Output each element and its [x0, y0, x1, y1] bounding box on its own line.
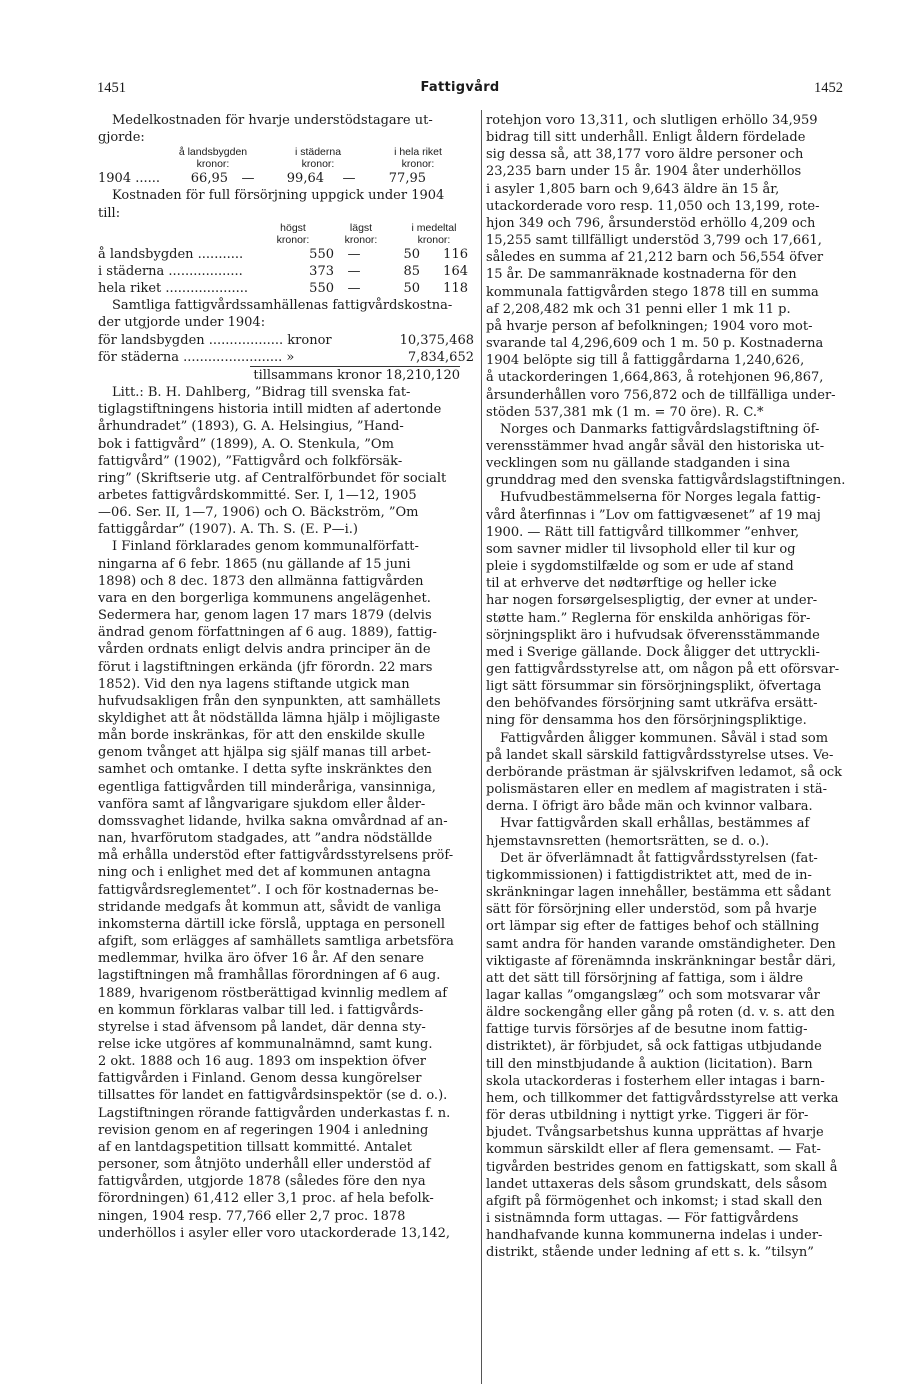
text-line: af 2,208,482 mk och 31 penni eller 1 mk 11 p.: [486, 301, 791, 317]
avg-all: 77,95: [388, 171, 426, 187]
text-line: bok i fattigvård” (1899), A. O. Stenkula, ”Om: [98, 436, 394, 452]
text-line: Hufvudbestämmelserna för Norges legala fattig-: [500, 490, 821, 506]
text-line: Lagstiftningen rörande fattigvården underkastas f. n.: [98, 1105, 451, 1121]
text-line: bjudet. Tvångsarbetshus kunna upprättas af hvarje: [486, 1125, 824, 1141]
cost-high: 550: [309, 281, 334, 297]
text-line: århundradet” (1893), G. A. Helsingius, ”Hand-: [98, 419, 404, 435]
text-line: ort lämpar sig efter de fattiges behof och ställning: [486, 919, 820, 935]
text-line: fattigvårdsreglementet”. I och för kostnadernas be-: [98, 882, 439, 898]
right-column: [486, 112, 856, 1261]
cost-dash: —: [347, 246, 361, 262]
text-line: har nogen forsørgelsespligtig, der evner at under-: [486, 593, 818, 609]
text-line: skyldighet att åt nödställda lämna hjälp i möjligaste: [98, 711, 441, 726]
sum-row: [98, 349, 474, 366]
text-line: inkomsterna därtill icke förslå, upptaga en personell: [98, 916, 446, 932]
text-line: fattigvård” (1902), ”Fattigvård och folkförsäk-: [98, 453, 403, 469]
text-line: Samtliga fattigvårdssamhällenas fattigvårdskostna-: [112, 298, 453, 314]
text-line: ligt sätt försummar sin försörjningsplikt, öfvertaga: [486, 679, 822, 695]
text-line: gjorde:: [98, 130, 145, 146]
text-line: ring” (Skriftserie utg. af Centralförbundet för socialt: [98, 470, 447, 486]
text-line: hjon 349 och 796, årsunderstöd erhöllo 4,209 och: [486, 215, 816, 231]
text-line: Kostnaden för full försörjning uppgick under 1904: [112, 188, 445, 204]
text-line: I Finland förklarades genom kommunalförfatt-: [112, 539, 419, 555]
text-line: svarande tal 4,296,609 och 1 m. 50 p. Kostnaderna: [486, 336, 824, 352]
text-line: polismästaren eller en medlem af magistraten i stä-: [486, 782, 828, 798]
text-line: af en lantdagspetition tillsatt kommitté. Antalet: [98, 1139, 413, 1155]
text-line: handhafvande kunna kommunerna indelas i under-: [486, 1228, 823, 1244]
avg-col-header: i hela riket: [394, 146, 442, 159]
text-line: afgift, som erlägges af samhällets samtliga arbetsföra: [98, 934, 454, 950]
cost-table-row: [98, 263, 474, 280]
text-line: ning och i enlighet med det af kommunen antagna: [98, 865, 431, 881]
text-line: derbörande prästman är självskrifven ledamot, så ock: [486, 764, 843, 780]
avg-city: 99,64: [286, 171, 324, 187]
text-line: med i Sverige gällande. Dock åligger det uttryckli-: [486, 644, 820, 660]
cost-col-header: högst: [280, 221, 306, 234]
text-line: tiglagstiftningens historia intill midten af adertonde: [98, 402, 442, 418]
text-line: Norges och Danmarks fattigvårdslagstiftning öf-: [500, 421, 820, 437]
cost-high: 550: [309, 246, 334, 262]
text-line: fattigvården, utgjorde 1878 (således före den nya: [98, 1174, 426, 1190]
cost-col-unit: [98, 234, 260, 246]
text-line: vården ordnats enligt delvis andra principer än de: [98, 642, 431, 658]
left-column: [98, 112, 474, 1242]
text-line: 2 okt. 1888 och 16 aug. 1893 om inspektion öfver: [98, 1054, 427, 1070]
cost-high: 373: [309, 263, 334, 279]
text-line: äldre sockengång eller gång på roten (d. v. s. att den: [486, 1005, 835, 1021]
text-line: skola utackorderas i fosterhem eller intagas i barn-: [486, 1073, 825, 1089]
text-line: således en summa af 21,212 barn och 56,554 öfver: [486, 250, 824, 266]
text-line: ändrad genom författningen af 6 aug. 1889), fattig-: [98, 625, 437, 641]
text-line: 1852). Vid den nya lagens stiftande utgick man: [98, 676, 410, 692]
text-line: vecklingen som nu gällande stadganden i sina: [486, 456, 791, 472]
text-line: vara en den borgerliga kommunens angelägenhet.: [98, 590, 431, 606]
cost-table-row: [98, 280, 474, 297]
text-line: hufvudsakligen från den synpunkten, att samhällets: [98, 693, 441, 709]
avg-col-unit: kronor:: [401, 158, 435, 171]
text-line: derna. I öfrigt äro både män och kvinnor valbara.: [486, 799, 813, 815]
text-line: fattigvården i Finland. Genom dessa kungörelser: [98, 1071, 422, 1087]
text-line: ning för densamma hos den försörjningspliktige.: [486, 713, 807, 729]
cost-col-header: lägst: [349, 221, 373, 234]
cost-col-header: i medeltal: [411, 221, 457, 234]
text-line: på hvarje person af befolkningen; 1904 voro mot-: [486, 318, 813, 334]
avg-col-header: i städerna: [294, 146, 342, 159]
text-line: medlemmar, hvilka äro öfver 16 år. Af den senare: [98, 951, 424, 967]
text-line: ningen, 1904 resp. 77,766 eller 2,7 proc. 1878: [98, 1208, 406, 1224]
text-line: tillsattes för landet en fattigvårdsinspektör (se d. o.).: [98, 1088, 448, 1104]
sum-total: tillsammans kronor 18,210,120: [250, 366, 460, 384]
cost-avg: 164: [443, 263, 468, 279]
text-line: sörjningsplikt äro i hufvudsak öfverensstämmande: [486, 627, 820, 643]
text-line: hem, och tillkommer det fattigvårdsstyrelse att verka: [486, 1090, 839, 1106]
sum-value: 10,375,468: [399, 332, 474, 348]
left-body-text: [98, 384, 474, 1242]
text-line: 1900. — Rätt till fattigvård tillkommer ”enhver,: [486, 524, 800, 540]
text-line: samt andra för handen varande omständigheter. Den: [486, 936, 836, 952]
avg-dash: —: [241, 171, 255, 187]
text-line: skränkningar lagen innehåller, bestämma ett sådant: [486, 885, 831, 901]
right-body-text: [486, 112, 856, 1261]
text-line: vanföra samt af långvarigare sjukdom eller ålder-: [98, 796, 426, 812]
text-line: grunddrag med den svenska fattigvårdslagstiftningen.: [486, 473, 846, 489]
text-line: revision genom en af regeringen 1904 i anledning: [98, 1122, 429, 1138]
text-line: 1898) och 8 dec. 1873 den allmänna fattigvården: [98, 573, 424, 589]
text-line: en kommun förklaras valbar till led. i fattigvårds-: [98, 1002, 424, 1018]
avg-table-row: [98, 170, 474, 187]
text-line: afgift på förmögenhet och inkomst; i stad skall den: [486, 1193, 823, 1209]
sum-label: för städerna ........................ »: [98, 349, 295, 365]
text-line: tigvården bestrides genom en fattigskatt, som skall å: [486, 1159, 838, 1175]
text-line: förordningen) 61,412 eller 3,1 proc. af hela befolk-: [98, 1191, 434, 1207]
text-line: lagstiftningen må framhållas förordningen af 6 aug.: [98, 968, 441, 984]
cost-table-row: [98, 246, 474, 263]
page-number-right: 1452: [814, 80, 843, 96]
text-line: kommunala fattigvården stego 1878 till en summa: [486, 284, 819, 300]
text-line: tigkommissionen) i fattigdistriktet att, med de in-: [486, 867, 812, 883]
text-line: nan, hvarförutom stadgades, att ”andra nödställde: [98, 831, 433, 847]
cost-row-label: hela riket ....................: [98, 281, 249, 297]
text-line: 23,235 barn under 15 år. 1904 åter underhöllos: [486, 164, 802, 180]
avg-col-unit: kronor:: [301, 158, 335, 171]
avg-table-header: [98, 146, 474, 158]
text-line: —06. Ser. II, 1—7, 1906) och O. Bäckström, ”Om: [98, 505, 419, 521]
text-line: i sistnämnda form uttagas. — För fattigvårdens: [486, 1211, 799, 1226]
text-line: vård återfinnas i ”Lov om fattigvæsenet” af 19 maj: [486, 507, 821, 523]
text-line: distrikt, stående under ledning af ett s. k. ”tilsyn”: [486, 1245, 814, 1261]
text-line: till:: [98, 205, 121, 221]
text-line: Hvar fattigvården skall erhållas, bestämmes af: [500, 816, 810, 832]
text-line: Fattigvården åligger kommunen. Såväl i stad som: [500, 730, 829, 746]
cost-row-label: å landsbygden ...........: [98, 246, 244, 262]
avg-year: 1904 ......: [98, 171, 161, 187]
text-line: 15 år. De sammanräknade kostnaderna för den: [486, 267, 797, 283]
text-line: arbetes fattigvårdskommitté. Ser. I, 1—12, 1905: [98, 487, 417, 503]
text-line: kommun särskildt eller af flera gemensamt. — Fat-: [486, 1142, 821, 1158]
text-line: støtte ham.” Reglerna för enskilda anhörigas för-: [486, 610, 811, 626]
text-line: til at erhverve det nødtørftige og heller icke: [486, 576, 777, 592]
text-line: sätt för försörjning eller understöd, som på hvarje: [486, 902, 817, 918]
text-line: verensstämmer hvad angår såväl den historiska ut-: [486, 438, 825, 454]
text-line: styrelse i stad äfvensom på landet, där denna sty-: [98, 1019, 426, 1035]
cost-col-unit: kronor:: [276, 233, 310, 246]
text-line: årsunderhållen voro 756,872 och de tillfälliga under-: [486, 387, 836, 403]
text-line: på landet skall särskild fattigvårdsstyrelse utses. Ve-: [486, 747, 834, 763]
text-line: der utgjorde under 1904:: [98, 315, 266, 331]
text-line: pleie i sygdomstilfælde og som er ude af stand: [486, 559, 794, 575]
cost-table-units: [98, 234, 474, 246]
cost-row-label: i städerna ..................: [98, 263, 243, 279]
sum-row: [98, 332, 474, 349]
text-line: å utackorderingen 1,664,863, å rotehjonen 96,867,: [486, 370, 824, 386]
cost-dash: —: [347, 263, 361, 279]
text-line: som savner midler til livsophold eller til kur og: [486, 541, 796, 557]
text-line: mån borde inskränkas, för att den enskilde skulle: [98, 728, 425, 744]
text-line: förut i lagstiftningen erkända (jfr förordn. 22 mars: [98, 659, 433, 675]
text-line: den behöfvandes försörjning samt utkräfva ersätt-: [486, 696, 818, 712]
text-line: bidrag till sitt underhåll. Enligt åldern fördelade: [486, 130, 806, 146]
text-line: genom tvånget att hjälpa sig själf manas till arbet-: [98, 745, 431, 761]
text-line: 15,255 samt tillfälligt understöd 3,799 och 17,661,: [486, 233, 822, 249]
text-line: för deras utbildning i nyttigt yrke. Tiggeri är för-: [486, 1108, 809, 1124]
text-line: utackorderade voro resp. 11,050 och 13,199, rote-: [486, 198, 820, 214]
text-line: stridande medgafs åt kommun att, såvidt de vanliga: [98, 899, 442, 915]
cost-low: 50: [403, 246, 420, 262]
text-line: distriktet), är förbjudet, så ock fattigas utbjudande: [486, 1039, 822, 1055]
running-title: Fattigvård: [420, 80, 500, 95]
text-line: landet uttaxeras dels såsom grundskatt, dels såsom: [486, 1176, 828, 1192]
page-number-left: 1451: [97, 80, 126, 96]
cost-table-header: [98, 222, 474, 234]
sum-label: för landsbygden .................. kronor: [98, 332, 332, 348]
text-line: 1889, hvarigenom röstberättigad kvinnlig medlem af: [98, 985, 448, 1001]
column-divider: [481, 110, 482, 1384]
text-line: Medelkostnaden för hvarje understödstagare ut-: [112, 113, 433, 128]
text-line: till den minstbjudande å auktion (licitation). Barn: [486, 1056, 813, 1072]
cost-col-unit: kronor:: [344, 233, 378, 246]
sum-value: 7,834,652: [407, 349, 474, 365]
cost-col-unit: kronor:: [417, 233, 451, 246]
cost-low: 50: [403, 281, 420, 297]
text-line: viktigaste af förenämnda inskränkningar består däri,: [486, 953, 837, 969]
avg-dash: —: [342, 171, 356, 187]
text-line: ningarna af 6 febr. 1865 (nu gällande af 15 juni: [98, 556, 411, 572]
text-line: 1904 belöpte sig till å fattiggårdarna 1,240,626,: [486, 353, 805, 369]
cost-avg: 118: [443, 281, 468, 297]
text-line: må erhålla understöd efter fattigvårdsstyrelsens pröf-: [98, 848, 454, 864]
text-line: rotehjon voro 13,311, och slutligen erhöllo 34,959: [486, 113, 818, 128]
text-line: lagar kallas ”omgangslæg” och som motsvarar vår: [486, 987, 820, 1003]
text-line: Det är öfverlämnadt åt fattigvårdsstyrelsen (fat-: [500, 850, 818, 866]
avg-col-header: å landsbygden: [178, 146, 248, 159]
text-line: sig dessa så, att 38,177 voro äldre personer och: [486, 147, 804, 163]
text-line: Sedermera har, genom lagen 17 mars 1879 (delvis: [98, 608, 432, 624]
text-line: i asyler 1,805 barn och 9,643 äldre än 15 år,: [486, 181, 780, 197]
cost-col-header: [98, 222, 260, 234]
cost-avg: 116: [443, 246, 468, 262]
text-line: personer, som åtnjöto underhåll eller understöd af: [98, 1157, 431, 1173]
text-line: hjemstavnsretten (hemortsrätten, se d. o.).: [486, 833, 770, 849]
text-line: Litt.: B. H. Dahlberg, ”Bidrag till svenska fat-: [112, 385, 411, 401]
text-line: fattige turvis försörjes af de besutne inom fattig-: [486, 1022, 808, 1038]
text-line: domssvaghet lidande, hvilka sakna omvårdnad af an-: [98, 813, 448, 829]
cost-dash: —: [347, 281, 361, 297]
text-line: egentliga fattigvården till minderåriga, vansinniga,: [98, 779, 436, 795]
text-line: gen fattigvårdsstyrelse att, om någon på ett oförsvar-: [486, 662, 840, 677]
avg-land: 66,95: [190, 171, 228, 187]
text-line: fattiggårdar” (1907). A. Th. S. (E. P—i.): [98, 522, 358, 538]
text-line: samhet och omtanke. I detta syfte inskränktes den: [98, 762, 433, 778]
text-line: relse icke utgöres af kommunalnämnd, samt kung.: [98, 1036, 433, 1052]
avg-table-units: [98, 158, 474, 170]
text-line: underhöllos i asyler eller voro utackorderade 13,142,: [98, 1225, 451, 1241]
avg-col-unit: kronor:: [196, 158, 230, 171]
text-line: stöden 537,381 mk (1 m. = 70 öre). R. C.*: [486, 404, 764, 420]
cost-low: 85: [403, 263, 420, 279]
text-line: att det sätt till försörjning af fattiga, som i äldre: [486, 970, 804, 986]
